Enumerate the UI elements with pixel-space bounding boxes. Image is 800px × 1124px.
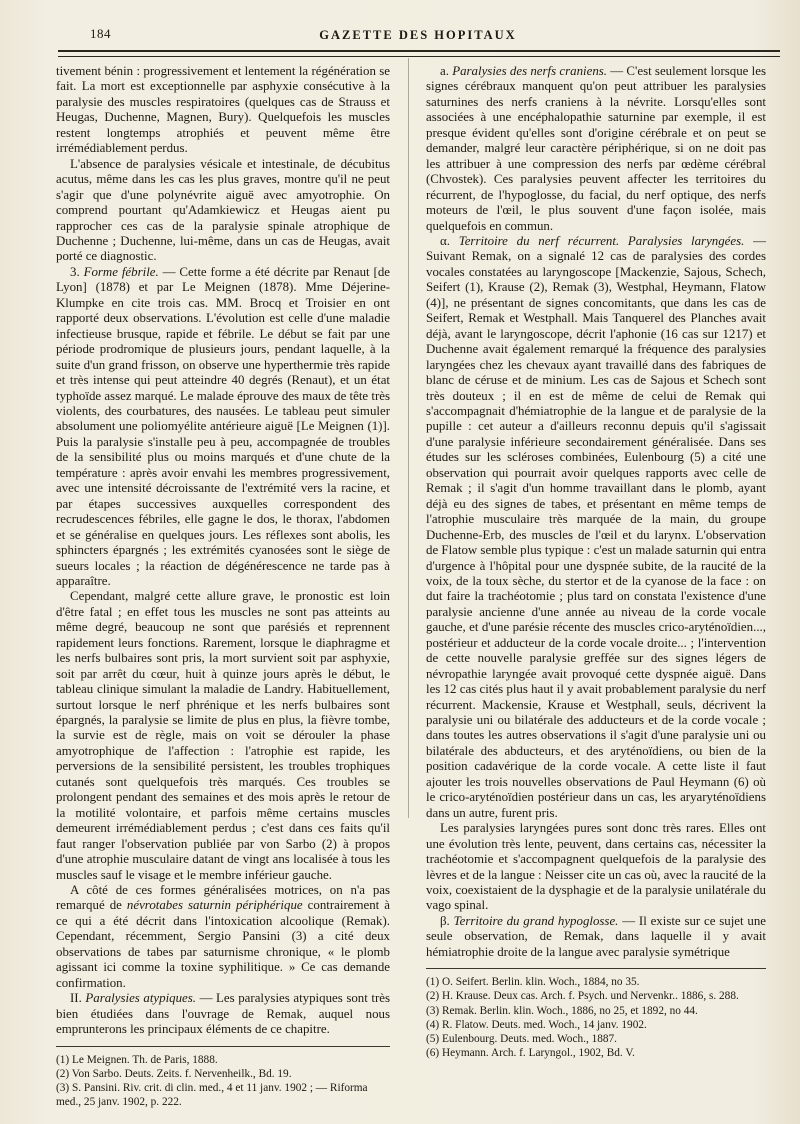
section-body: — Les paralysies atypiques sont très bien étudiées dans l'ouvrage de Remak, auquel nous emprunterons les principaux éléments de ce chapitre. — [56, 991, 390, 1037]
paragraph — [426, 914, 766, 960]
paragraph — [56, 883, 390, 991]
footnote: (2) Von Sarbo. Deuts. Zeits. f. Nervenheilk., Bd. 19. — [56, 1067, 292, 1080]
left-column — [56, 64, 390, 1109]
footnotes-left — [56, 1053, 390, 1110]
paragraph — [426, 64, 766, 234]
paragraph: L'absence de paralysies vésicale et intestinale, de décubitus acutus, même dans les cas les plus graves, montre qu'il ne peut s'agir que d'une polynévrite aiguë avec amyotrophie. On comprend pourtant qu'Adamkiewicz et Heugas aient pu rapprocher ces cas de la paralysie spinale atrophique de Duchenne ; Duchenne, lui-même, dans un cas de Heugas, avait porté ce diagnostic. — [56, 156, 390, 264]
section-body: — Il existe sur ce sujet une seule observation, de Remak, dans laquelle il y avait hémiatrophie droite de la langue avec paralysie symétrique — [426, 913, 766, 959]
footnote: (1) O. Seifert. Berlin. klin. Woch., 1884, no 35. — [426, 976, 640, 989]
italic-term: névrotabes saturnin périphérique — [126, 898, 303, 913]
text-run: contrairement à ce qui a été décrit dans l'intoxication alcoolique (Remak). Cependant, récemment, Sergio Pansini (3) a cité deux observations de tabes par saturnisme chronique, « le plomb agissant ici comme la toxine syphilitique. » Ce cas demande confirmation. — [56, 898, 390, 990]
section-label: β. — [440, 913, 450, 928]
section-title: Paralysies atypiques. — [85, 991, 197, 1006]
section-body: — C'est seulement lorsque les signes cérébraux manquent qu'on peut attribuer les paralysies saturnines des nerfs craniens à la névrite. Lorsqu'elles sont associées à une encéphalopathie saturnine par exemple, il est presque évident qu'elles sont d'origine cérébrale et on peut se demander, malgré leur caractère périphérique, si on ne doit pas les attribuer à une compression des nerfs par œdème cérébral (Chvostek). Ces paralysies peuvent affecter les territoires du récurrent, de l'hypoglosse, du facial, du nerf optique, des nerfs moteurs de l'œil, le plus souvent d'une façon isolée, mais quelquefois en commun. — [426, 64, 766, 233]
section-body: — Suivant Remak, on a signalé 12 cas de paralysies des cordes vocales constatées au laryngoscope [Mackenzie, Sajous, Schech, Seifert (1), Krause (2), Remak (3), Westphal, Heymann, Flatow (4)], ne présentant de signes concomitants, que dans les cas de Seifert, Remak et Westphall. Mais Tanquerel des Planches avait déjà, avant le laryngoscope, décrit l'aphonie (16 cas sur 1217) et Duchenne avait également remarqué la fréquence des paralysies laryngées chez les chevaux ayant travaillé dans des fabriques de blanc de céruse et de minium. Les cas de Sajous et Schech sont très douteux ; il en est de même de celui de Remak qui s'accompagnait d'hémiatrophie de la langue et de paralysie de la pupille : cet auteur a d'ailleurs reconnu depuis qu'il s'agissait d'une paralysie inférieure secondairement généralisée. Dans ses études sur les scléroses combinées, Eulenbourg (5) a cité une observation qui pourrait avoir quelques rapports avec celle de Remak ; il s'agit d'un homme travaillant dans le plomb, ayant déjà eu des signes de tabes, et présentant en même temps de l'atrophie musculaire très marquée de la main, du groupe Duchenne-Erb, des muscles de l'œil et du larynx. L'observation de Flatow semble plus typique : c'est un malade saturnin qui entra d'urgence à l'hôpital pour une dyspnée subite, de la raucité de la voix, de la toux sèche, du stertor et de la cyanose de la face : on dut faire la trachéotomie ; plus tard on constata l'existence d'une paralysie ancienne d'une année au niveau de la corde vocale gauche, et d'une parésie récente des muscles crico-aryténoïdien..., postérieur et adducteur de la corde vocale droite... ; l'intervention de cette nouvelle paralysie greffée sur des signes légers de névropathie laryngée avait provoqué cette dyspnée aiguë. Dans les 12 cas cités plus haut il y avait probablement paralysie du nerf récurrent. Mackensie, Krause et Westphall, seuls, décrivent la paralysie uni ou bilatérale des adducteurs et de la corde vocale ; dans toutes les autres observations il s'agit d'une paralysie uni ou bilatérale des abducteurs, et des aryténoïdiens, ou bien de la position cadavérique de la corde vocale. A cette liste il faut ajouter les trois nouvelles observations de Paul Heymann (6) où le crico-aryténoïdien postérieur dans un cas, les aryaryténoïdiens dans un autre, furent pris. — [426, 233, 766, 820]
footnote-rule — [426, 968, 766, 969]
text-run: A côté de ces formes généralisées motrices, on n'a pas remarqué de — [56, 883, 390, 913]
footnotes-right — [426, 975, 766, 1060]
section-label: α. — [440, 233, 450, 248]
section-body: — Cette forme a été décrite par Renaut [de Lyon] (1878) et par Le Meignen (1878). Mme Déjerine-Klumpke en cite trois cas. MM. Brocq et Troisier en ont rapporté deux observations. L'évolution est celle d'une maladie infectieuse brusque, rapide et fébrile. Le début se fait par une période prodromique de plusieurs jours, pendant laquelle, à la suite d'un grand frisson, on observe une hyperthermie très rapide et très intense qui peut atteindre 40 degrés (Renaut), et un état typhoïde assez marqué. Le malade éprouve des maux de tête très violents, des courbatures, des nausées. Le tableau peut simuler absolument une poliomyélite antérieure aiguë [Le Meignen (1)]. Puis la paralysie s'installe peu à peu, accompagnée de troubles de la sensibilité plus ou moins marqués et d'une chute de la température : après avoir envahi les membres progressivement, avec une intensité décroissante de l'extrémité vers la racine, et par étapes successives auxquelles correspondent des recrudescences fébriles, elle gagne le dos, le thorax, l'abdomen et se généralise en quelques jours. Les réflexes sont abolis, les sphincters épargnés ; les extrémités cyanosées sont le siège de sueurs locales ; la réaction de dégénérescence ne tarde pas à apparaître. — [56, 264, 390, 588]
page-header — [58, 22, 778, 46]
section-title: Territoire du nerf récurrent. Paralysies laryngées. — [458, 233, 745, 248]
section-title: Paralysies des nerfs craniens. — [452, 64, 608, 78]
footnote-rule — [56, 1046, 390, 1047]
footnote: (1) Le Meignen. Th. de Paris, 1888. — [56, 1053, 218, 1066]
footnote: (4) R. Flatow. Deuts. med. Woch., 14 janv. 1902. — [426, 1018, 647, 1031]
section-title: Forme fébrile. — [83, 264, 159, 279]
page-number: 184 — [90, 26, 111, 41]
footnote: (3) S. Pansini. Riv. crit. di clin. med., 4 et 11 janv. 1902 ; — Riforma — [56, 1081, 368, 1094]
section-number: II. — [70, 991, 82, 1006]
section-title: Territoire du grand hypoglosse. — [453, 913, 619, 928]
paragraph — [56, 991, 390, 1037]
right-column — [426, 64, 766, 1061]
column-divider — [408, 58, 409, 818]
footnote: med., 25 janv. 1902, p. 222. — [56, 1096, 182, 1109]
footnote: (2) H. Krause. Deux cas. Arch. f. Psych. und Nervenkr.. 1886, s. 288. — [426, 990, 739, 1003]
footnote: (5) Eulenbourg. Deuts. med. Woch., 1887. — [426, 1033, 618, 1046]
paragraph — [56, 265, 390, 590]
section-label: a. — [440, 64, 449, 78]
paragraph: Les paralysies laryngées pures sont donc très rares. Elles ont une évolution très lente, peuvent, dans certains cas, nécessiter la trachéotomie et s'accompagnent quelquefois de la paralysie des lèvres et de la langue : Neisser cite un cas où, avec la raucité de la voix, coexistaient de la dysphagie et de la paralysie unilatérale du vago spinal. — [426, 821, 767, 913]
section-number: 3. — [70, 264, 80, 279]
header-rule — [58, 50, 780, 57]
footnote: (6) Heymann. Arch. f. Laryngol., 1902, Bd. V. — [426, 1047, 635, 1060]
footnote: (3) Remak. Berlin. klin. Woch., 1886, no 25, et 1892, no 44. — [426, 1004, 698, 1017]
paragraph: Cependant, malgré cette allure grave, le pronostic est loin d'être fatal ; en effet tous les muscles ne sont pas atteints au même degré, beaucoup ne sont que parésiés et reprennent rapidement leurs fonctions. Rarement, lorsque le diaphragme et les nerfs bulbaires sont pris, la mort survient soit par asphyxie, soit par arrêt du cœur, huit à quinze jours après le début, le tableau clinique simulant la maladie de Landry. Habituellement, surtout lorsque le nerf phrénique et les nerfs bulbaires sont épargnés, la paralysie se limite de plus en plus, la fièvre tombe, la survie est de règle, mais on voit se dérouler la phase amyotrophique de l'affection : l'atrophie est rapide, les perversions de la sensibilité persistent, les troubles trophiques cutanés sont quelquefois très marqués. Ces troubles se prolongent pendant des semaines et des mois après le retour de la motilité volontaire, et parfois même certains muscles demeurent irrémédiablement perdus ; c'est dans ces faits qu'il faut ranger l'observation publiée par von Sarbo (2) à propos d'une atrophie musculaire datant de vingt ans localisée à tous les muscles sauf le visage et le membre inférieur gauche. — [56, 589, 390, 882]
paragraph: tivement bénin : progressivement et lentement la régénération se fait. La mort est exceptionnelle par asphyxie consécutive à la paralysie des muscles respiratoires (quelques cas de Strauss et Heugas, Duchenne, Magnen, Bury). Quelquefois les muscles restent longtemps atrophiés et peuvent même être irrémédiablement perdus. — [56, 64, 390, 156]
running-head: GAZETTE DES HOPITAUX — [319, 28, 517, 42]
paragraph — [426, 234, 766, 821]
